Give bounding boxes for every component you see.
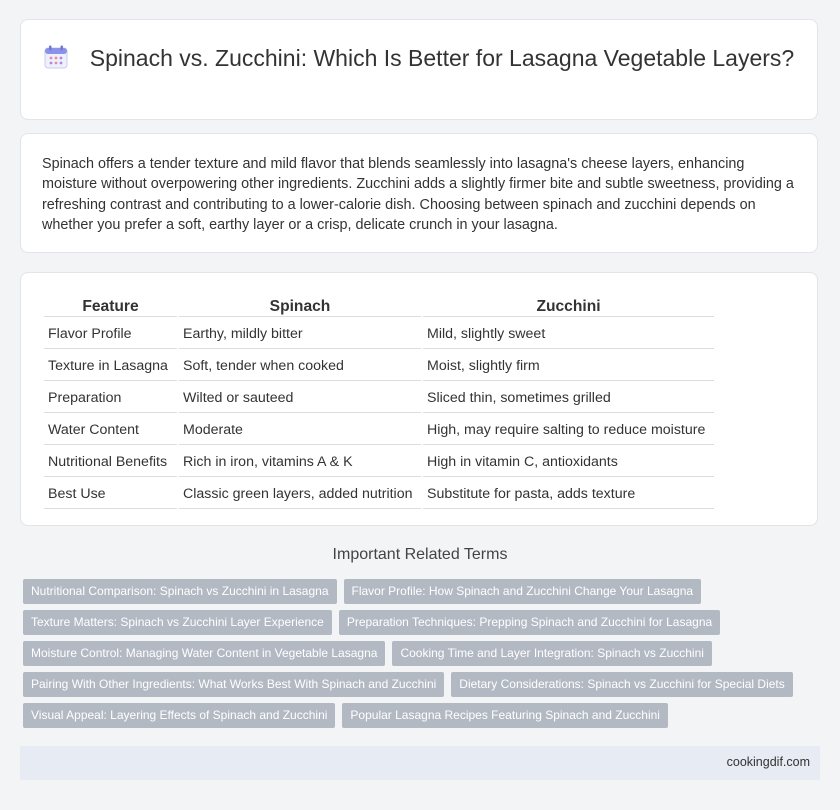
page-title: Spinach vs. Zucchini: Which Is Better for Lasagna Vegetable Layers? [89, 45, 795, 71]
table-row [44, 447, 714, 477]
column-header-zucchini: Zucchini [423, 298, 714, 317]
table-cell: High in vitamin C, antioxidants [423, 447, 714, 477]
table-cell: Classic green layers, added nutrition [179, 479, 421, 509]
table-row [44, 319, 714, 349]
table-cell: Wilted or sauteed [179, 383, 421, 413]
table-cell: Nutritional Benefits [44, 447, 177, 477]
related-term-link[interactable]: Flavor Profile: How Spinach and Zucchini Change Your Lasagna [344, 579, 702, 604]
related-term-link[interactable]: Moisture Control: Managing Water Content in Vegetable Lasagna [23, 641, 385, 666]
related-terms-list [23, 579, 803, 734]
comparison-table [42, 296, 716, 511]
table-cell: Flavor Profile [44, 319, 177, 349]
calendar-icon [44, 45, 68, 76]
table-cell: Soft, tender when cooked [179, 351, 421, 381]
table-cell: Best Use [44, 479, 177, 509]
table-header-row [44, 298, 714, 317]
related-term-link[interactable]: Popular Lasagna Recipes Featuring Spinach and Zucchini [342, 703, 668, 728]
table-cell: Water Content [44, 415, 177, 445]
header-card [20, 19, 818, 120]
table-cell: Moderate [179, 415, 421, 445]
related-term-link[interactable]: Cooking Time and Layer Integration: Spinach vs Zucchini [392, 641, 712, 666]
comparison-card [20, 272, 818, 526]
table-cell: Texture in Lasagna [44, 351, 177, 381]
table-row [44, 351, 714, 381]
table-row [44, 479, 714, 509]
related-term-link[interactable]: Nutritional Comparison: Spinach vs Zucchini in Lasagna [23, 579, 337, 604]
tag-row [23, 579, 803, 604]
related-terms-heading: Important Related Terms [332, 546, 508, 563]
related-term-link[interactable]: Texture Matters: Spinach vs Zucchini Layer Experience [23, 610, 332, 635]
table-cell: Preparation [44, 383, 177, 413]
tag-row [23, 641, 803, 666]
intro-paragraph: Spinach offers a tender texture and mild flavor that blends seamlessly into lasagna's cheese layers, enhancing moisture without overpowering other ingredients. Zucchini adds a slightly firmer bite and subtle sweetness, providing a refreshing contrast and contributing to a lower-calorie dish. Choosing between spinach and zucchini depends on whether you prefer a soft, earthy layer or a crisp, delicate crunch in your lasagna. [42, 156, 794, 233]
table-cell: Sliced thin, sometimes grilled [423, 383, 714, 413]
footer-site-link[interactable]: cookingdif.com [726, 755, 810, 769]
related-term-link[interactable]: Pairing With Other Ingredients: What Works Best With Spinach and Zucchini [23, 672, 444, 697]
tag-row [23, 610, 803, 635]
table-cell: Earthy, mildly bitter [179, 319, 421, 349]
table-row [44, 383, 714, 413]
intro-card [20, 133, 818, 253]
table-cell: High, may require salting to reduce moisture [423, 415, 714, 445]
tag-row [23, 703, 803, 728]
column-header-feature: Feature [44, 298, 177, 317]
related-term-link[interactable]: Dietary Considerations: Spinach vs Zucchini for Special Diets [451, 672, 792, 697]
table-cell: Mild, slightly sweet [423, 319, 714, 349]
table-cell: Moist, slightly firm [423, 351, 714, 381]
table-cell: Rich in iron, vitamins A & K [179, 447, 421, 477]
footer [20, 746, 820, 780]
tag-row [23, 672, 803, 697]
title-row [21, 44, 817, 76]
column-header-spinach: Spinach [179, 298, 421, 317]
table-cell: Substitute for pasta, adds texture [423, 479, 714, 509]
related-term-link[interactable]: Preparation Techniques: Prepping Spinach and Zucchini for Lasagna [339, 610, 720, 635]
table-row [44, 415, 714, 445]
related-term-link[interactable]: Visual Appeal: Layering Effects of Spinach and Zucchini [23, 703, 335, 728]
